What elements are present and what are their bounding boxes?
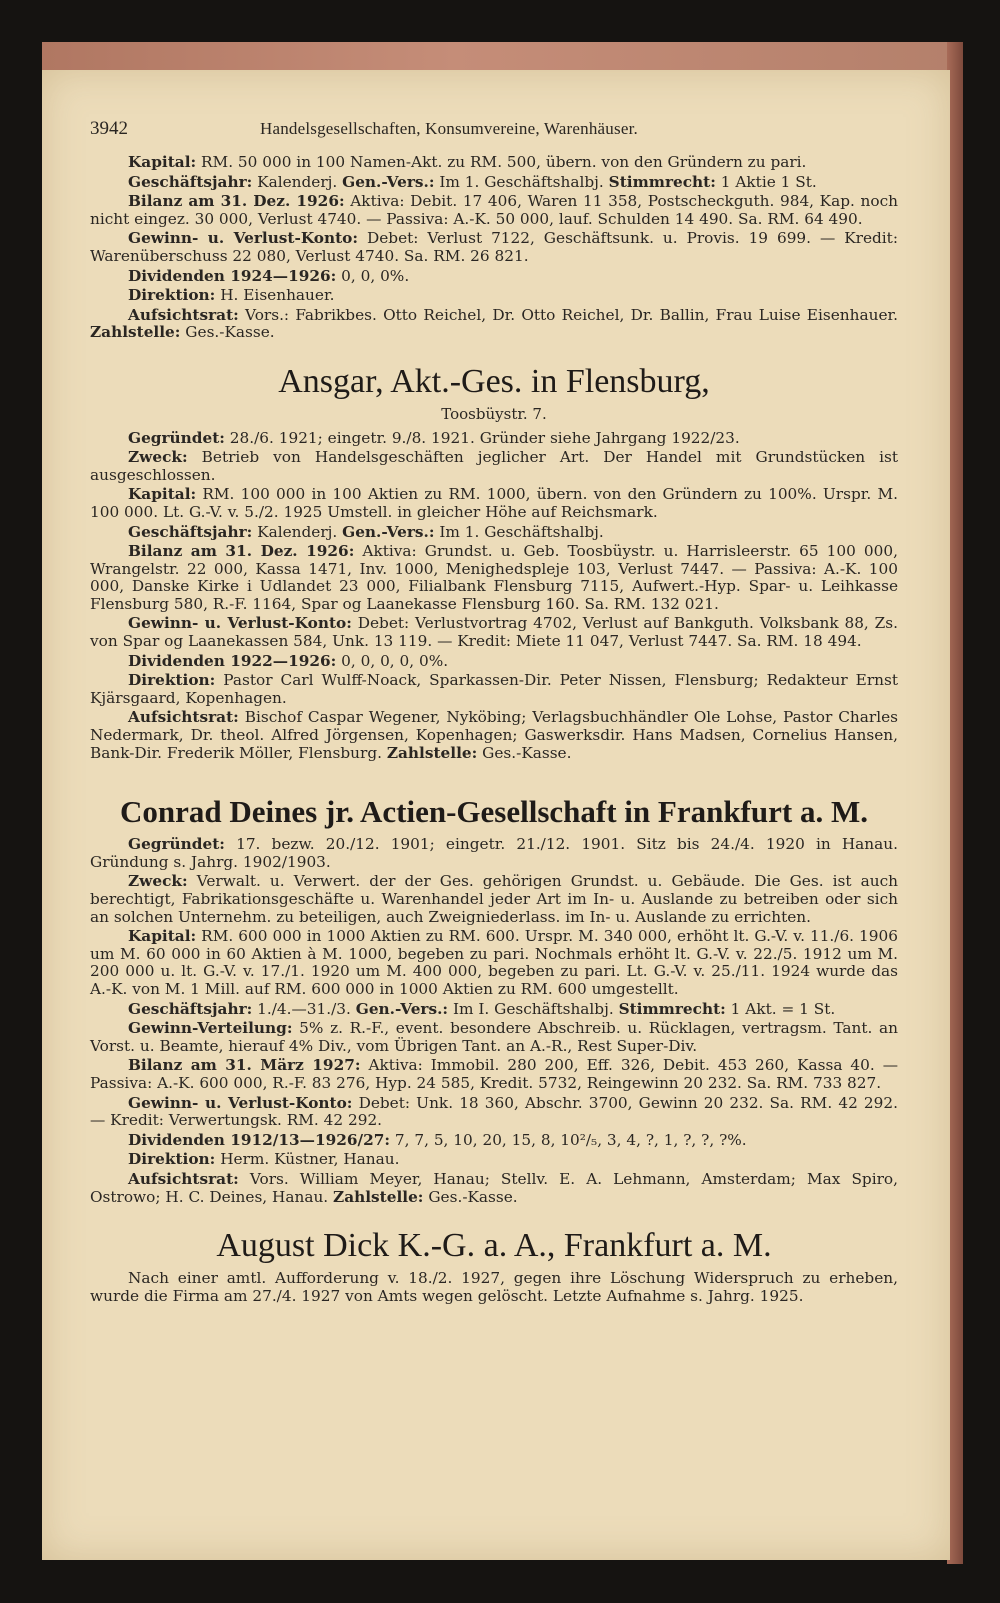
dividenden-text: 7, 7, 5, 10, 20, 15, 8, 10²/₅, 3, 4, ?, 1, ?, ?, ?%. xyxy=(390,1130,747,1149)
guv-label: Gewinn- u. Verlust-Konto: xyxy=(128,614,352,633)
geschaeftsjahr-paragraph xyxy=(90,524,898,542)
guv-paragraph xyxy=(90,230,898,265)
kapital-text: RM. 100 000 in 100 Aktien zu RM. 1000, übern. von den Gründern zu 100%. Urspr. M. 100 000. Lt. G.-V. v. 5./2. 1925 Umstell. in gleicher Höhe auf Reichsmark. xyxy=(90,485,898,521)
aufsichtsrat-label: Aufsichtsrat: xyxy=(128,708,239,727)
zweck-paragraph xyxy=(90,873,898,926)
direktion-text: Herm. Küstner, Hanau. xyxy=(215,1150,400,1169)
geschaeftsjahr-label: Geschäftsjahr: xyxy=(128,172,253,191)
geschaeftsjahr-text: Kalenderj. xyxy=(252,172,343,191)
gegruendet-paragraph xyxy=(90,430,898,448)
dividenden-text: 0, 0, 0, 0, 0%. xyxy=(336,651,449,670)
geschaeftsjahr-paragraph xyxy=(90,1001,898,1019)
dividenden-label: Dividenden 1912/13—1926/27: xyxy=(128,1130,391,1149)
aufsichtsrat-paragraph xyxy=(90,1171,898,1206)
zahlstelle-label: Zahlstelle: xyxy=(90,323,181,342)
dividenden-label: Dividenden 1924—1926: xyxy=(128,266,337,285)
page-content xyxy=(90,120,898,1307)
aufsichtsrat-paragraph xyxy=(90,709,898,762)
gewinn-verteilung-text: 5% z. R.-F., event. besondere Abschreib. u. Rücklagen, vertragsm. Tant. an Vorst. u. Beamte, hierauf 4% Div., vom Übrigen Tant. an A.-R., Rest Super-Div. xyxy=(90,1019,898,1055)
stimmrecht-label: Stimmrecht: xyxy=(608,172,716,191)
guv-paragraph xyxy=(90,1095,898,1130)
bilanz-text: Aktiva: Debit. 17 406, Waren 11 358, Postscheckguth. 984, Kap. noch nicht eingez. 30 000, Verlust 4740. — Passiva: A.-K. 50 000, lauf. Schulden 14 490. Sa. RM. 64 490. xyxy=(90,192,898,228)
page-header xyxy=(90,120,898,154)
zweck-label: Zweck: xyxy=(128,448,188,467)
geschaeftsjahr-paragraph xyxy=(90,174,898,192)
dividenden-label: Dividenden 1922—1926: xyxy=(128,651,337,670)
gen-vers-label: Gen.-Vers.: xyxy=(355,999,449,1018)
kapital-label: Kapital: xyxy=(128,153,197,171)
bilanz-paragraph xyxy=(90,543,898,613)
entry-ansgar xyxy=(90,362,898,762)
gegruendet-paragraph xyxy=(90,836,898,871)
aufsichtsrat-text: Vors.: Fabrikbes. Otto Reichel, Dr. Otto Reichel, Dr. Ballin, Frau Luise Eisenhauer. xyxy=(238,305,898,324)
dividenden-text: 0, 0, 0%. xyxy=(336,266,410,285)
gen-vers-text: Im 1. Geschäftshalbj. xyxy=(434,172,609,191)
zweck-text: Verwalt. u. Verwert. der der Ges. gehörigen Grundst. u. Gebäude. Die Ges. ist auch berechtigt, Fabrikationsgeschäfte u. Warenhandel jeder Art im In- u. Auslande zu betreiben oder sich an solchen Unternehm. zu beteiligen, auch Zweigniederlass. im In- u. Auslande zu errichten. xyxy=(90,872,898,926)
aufsichtsrat-label: Aufsichtsrat: xyxy=(128,305,239,324)
stimmrecht-label: Stimmrecht: xyxy=(618,999,726,1018)
kapital-text: RM. 600 000 in 1000 Aktien zu RM. 600. Urspr. M. 340 000, erhöht lt. G.-V. v. 11./6. 1906 um M. 60 000 in 60 Aktien à M. 1000, begeben zu pari. Nochmals erhöht lt. G.-V. v. 22./5. 1912 um M. 200 000 u. lt. G.-V. v. 17./1. 1920 um M. 400 000, begeben zu pari. Lt. G.-V. v. 25./11. 1924 wurde das A.-K. von M. 1 Mill. auf RM. 600 000 in 1000 Aktien zu RM. 600 umgestellt. xyxy=(90,927,898,998)
gewinn-verteilung-paragraph xyxy=(90,1020,898,1055)
stimmrecht-text: 1 Aktie 1 St. xyxy=(715,172,817,191)
zahlstelle-text: Ges.-Kasse. xyxy=(477,743,572,762)
direktion-label: Direktion: xyxy=(128,1150,216,1169)
geschaeftsjahr-text: Kalenderj. xyxy=(252,522,343,541)
entry-conrad-deines xyxy=(90,792,898,1206)
bilanz-label: Bilanz am 31. Dez. 1926: xyxy=(128,542,355,561)
gegruendet-text: 28./6. 1921; eingetr. 9./8. 1921. Gründer siehe Jahrgang 1922/23. xyxy=(224,428,740,447)
bilanz-paragraph xyxy=(90,1057,898,1092)
zahlstelle-text: Ges.-Kasse. xyxy=(423,1187,518,1206)
stimmrecht-text: 1 Akt. = 1 St. xyxy=(725,999,836,1018)
guv-label: Gewinn- u. Verlust-Konto: xyxy=(128,229,359,248)
zweck-label: Zweck: xyxy=(128,872,188,891)
bilanz-text: Aktiva: Immobil. 280 200, Eff. 326, Debit. 453 260, Kassa 40. — Passiva: A.-K. 600 000, R.-F. 83 276, Hyp. 24 585, Kredit. 5732, Reingewinn 20 232. Sa. RM. 733 827. xyxy=(90,1056,898,1092)
kapital-label: Kapital: xyxy=(128,485,197,504)
bilanz-text: Aktiva: Grundst. u. Geb. Toosbüystr. u. Harrisleerstr. 65 100 000, Wrangelstr. 22 000, Kassa 1471, Inv. 1000, Menighedspleje 103, Verlust 7447. — Passiva: A.-K. 100 000, Danske Kirke i Udlandet 23 000, Filialbank Flensburg 7115, Aufwert.-Hyp. Spar- u. Leihkasse Flensburg 580, R.-F. 1164, Spar og Laanekasse Flensburg 160. Sa. RM. 132 021. xyxy=(90,542,898,613)
aufsichtsrat-label: Aufsichtsrat: xyxy=(128,1169,239,1188)
company-title: Ansgar, Akt.-Ges. in Flensburg, xyxy=(278,362,710,400)
direktion-text: Pastor Carl Wulff-Noack, Sparkassen-Dir. Peter Nissen, Flensburg; Redakteur Ernst Kjärsgaard, Kopenhagen. xyxy=(90,671,898,707)
zweck-paragraph xyxy=(90,449,898,484)
entry-continued xyxy=(90,154,898,342)
aufsichtsrat-paragraph xyxy=(90,307,898,342)
direktion-paragraph xyxy=(90,1151,898,1169)
kapital-paragraph xyxy=(90,486,898,521)
document-page xyxy=(42,70,950,1560)
zahlstelle-label: Zahlstelle: xyxy=(386,743,478,762)
entry-text: Nach einer amtl. Aufforderung v. 18./2. 1927, gegen ihre Löschung Widerspruch zu erheben, wurde die Firma am 27./4. 1927 von Amts wegen gelöscht. Letzte Aufnahme s. Jahrg. 1925. xyxy=(90,1269,898,1305)
gen-vers-label: Gen.-Vers.: xyxy=(342,172,435,191)
gen-vers-text: Im I. Geschäftshalbj. xyxy=(448,999,619,1018)
gen-vers-label: Gen.-Vers.: xyxy=(342,522,435,541)
guv-paragraph xyxy=(90,615,898,650)
direktion-paragraph xyxy=(90,672,898,707)
gegruendet-label: Gegründet: xyxy=(128,835,225,854)
aufsichtsrat-text: Vors. William Meyer, Hanau; Stellv. E. A. Lehmann, Amsterdam; Max Spiro, Ostrowo; H. C. Deines, Hanau. xyxy=(90,1169,898,1206)
gen-vers-text: Im 1. Geschäftshalbj. xyxy=(434,522,604,541)
dividenden-paragraph xyxy=(90,268,898,286)
kapital-paragraph xyxy=(90,928,898,998)
geschaeftsjahr-text: 1./4.—31./3. xyxy=(252,999,356,1018)
gegruendet-label: Gegründet: xyxy=(128,428,225,447)
kapital-text: RM. 50 000 in 100 Namen-Akt. zu RM. 500, übern. von den Gründern zu pari. xyxy=(196,153,807,171)
direktion-paragraph xyxy=(90,287,898,305)
company-title: Conrad Deines jr. Actien-Gesellschaft in Frankfurt a. M. xyxy=(120,794,868,830)
gewinn-verteilung-label: Gewinn-Verteilung: xyxy=(128,1019,293,1038)
geschaeftsjahr-label: Geschäftsjahr: xyxy=(128,522,253,541)
page-number: 3942 xyxy=(90,118,128,139)
entry-august-dick xyxy=(90,1226,898,1305)
kapital-label: Kapital: xyxy=(128,927,197,946)
gegruendet-text: 17. bezw. 20./12. 1901; eingetr. 21./12. 1901. Sitz bis 24./4. 1920 in Hanau. Gründung s. Jahrg. 1902/1903. xyxy=(90,835,898,871)
kapital-paragraph xyxy=(90,154,898,172)
bilanz-paragraph xyxy=(90,193,898,228)
dividenden-paragraph xyxy=(90,1132,898,1150)
dividenden-paragraph xyxy=(90,653,898,671)
direktion-text: H. Eisenhauer. xyxy=(215,286,335,305)
guv-text: Debet: Unk. 18 360, Abschr. 3700, Gewinn 20 232. Sa. RM. 42 292. — Kredit: Verwertungsk. RM. 42 292. xyxy=(90,1093,898,1130)
direktion-label: Direktion: xyxy=(128,286,216,305)
zweck-text: Betrieb von Handelsgeschäften jeglicher Art. Der Handel mit Grundstücken ist ausgeschlossen. xyxy=(90,448,898,484)
zahlstelle-label: Zahlstelle: xyxy=(333,1187,424,1206)
company-title: August Dick K.-G. a. A., Frankfurt a. M. xyxy=(216,1227,772,1265)
bilanz-label: Bilanz am 31. Dez. 1926: xyxy=(128,192,345,211)
guv-label: Gewinn- u. Verlust-Konto: xyxy=(128,1093,353,1112)
guv-text: Debet: Verlust 7122, Geschäftsunk. u. Provis. 19 699. — Kredit: Warenüberschuss 22 080, Verlust 4740. Sa. RM. 26 821. xyxy=(90,229,898,265)
guv-text: Debet: Verlustvortrag 4702, Verlust auf Bankguth. Volksbank 88, Zs. von Spar og Laanekassen 584, Unk. 13 119. — Kredit: Miete 11 047, Verlust 7447. Sa. RM. 18 494. xyxy=(90,614,898,651)
bilanz-label: Bilanz am 31. März 1927: xyxy=(128,1056,361,1075)
aufsichtsrat-text: Bischof Caspar Wegener, Nyköbing; Verlagsbuchhändler Ole Lohse, Pastor Charles Nedermark, Dr. theol. Alfred Jörgensen, Kopenhagen; Gaswerksdir. Hans Madsen, Cornelius Hansen, Bank-Dir. Frederik Möller, Flensburg. xyxy=(90,708,898,762)
company-address: Toosbüystr. 7. xyxy=(441,404,547,423)
geschaeftsjahr-label: Geschäftsjahr: xyxy=(128,999,253,1018)
book-spine-top xyxy=(42,42,958,72)
running-title: Handelsgesellschaften, Konsumvereine, Warenhäuser. xyxy=(260,119,638,138)
direktion-label: Direktion: xyxy=(128,671,216,690)
zahlstelle-text: Ges.-Kasse. xyxy=(180,323,275,342)
